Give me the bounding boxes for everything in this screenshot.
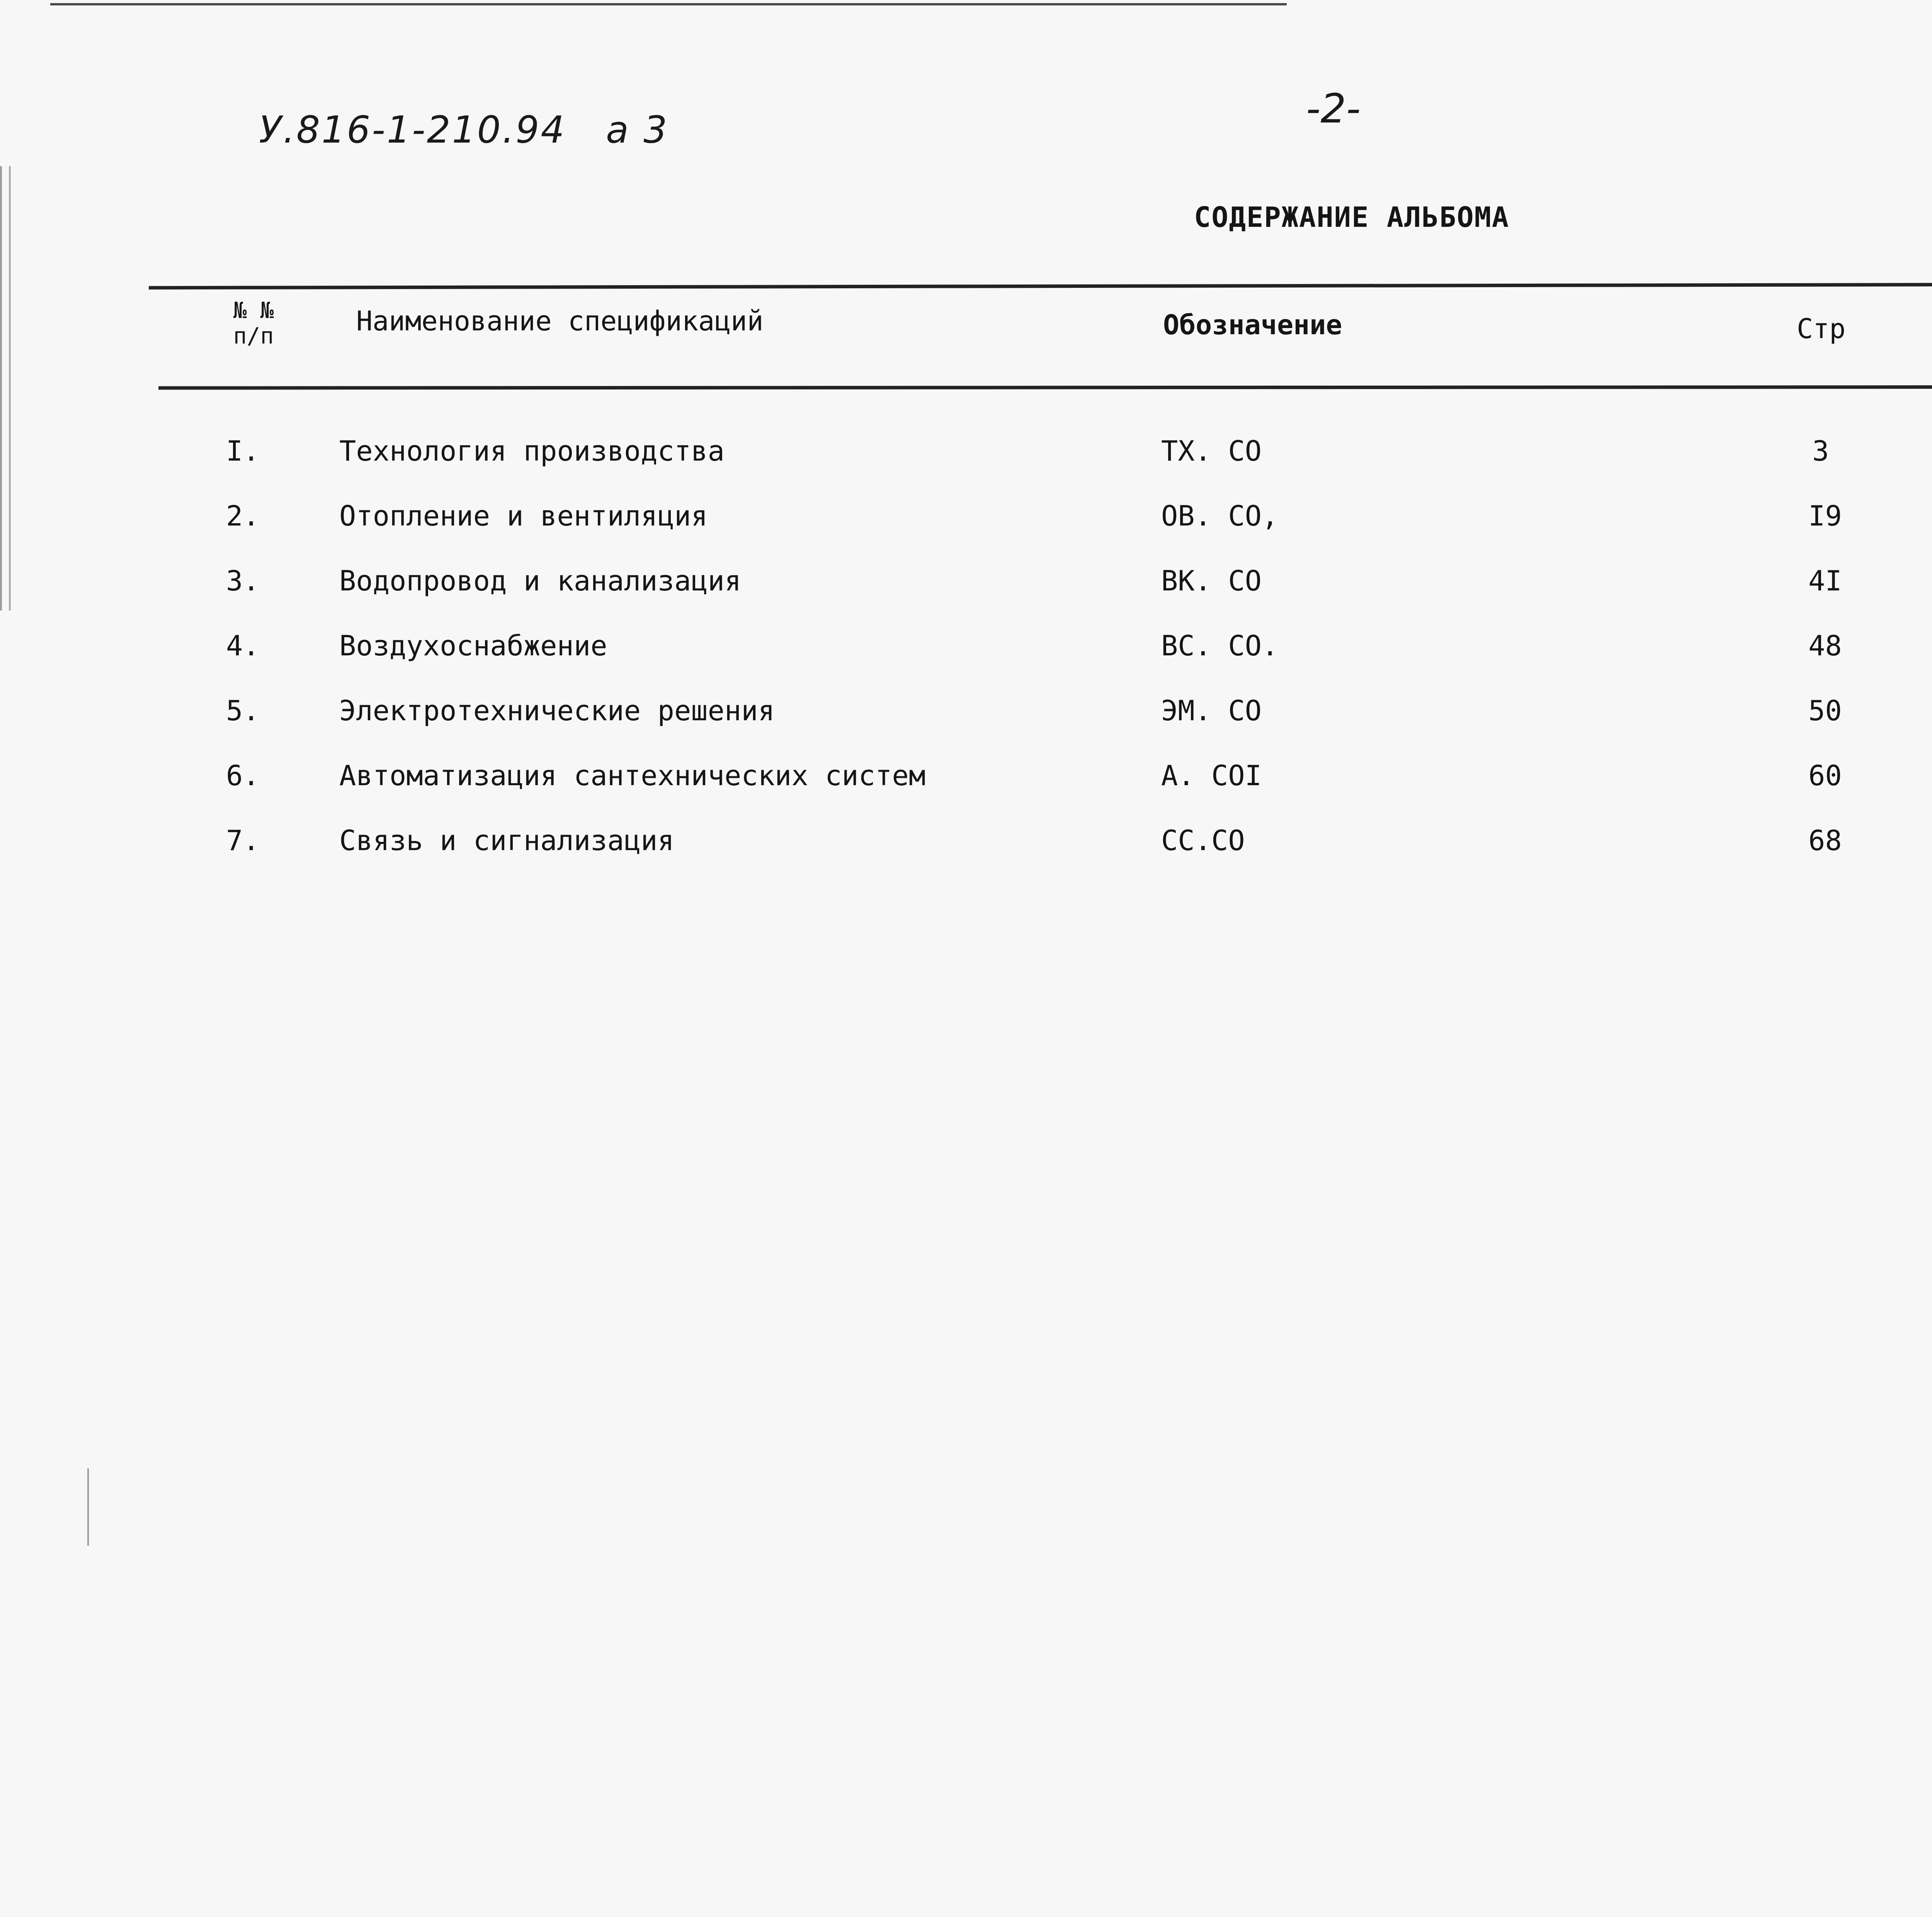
document-code-text: У.816-1-210.94 [259,108,566,151]
row-page: 50 [1808,694,1842,727]
row-code: А. СОI [1161,759,1262,792]
row-name: Связь и сигнализация [339,824,674,857]
table-row [0,759,1932,806]
row-code: ТХ. СО [1161,435,1262,467]
row-page: 48 [1808,629,1842,662]
scan-border-line [50,3,1287,5]
row-code: ЭМ. СО [1161,694,1262,727]
row-code: СС.СО [1161,824,1245,857]
table-row [0,435,1932,481]
table-row [0,565,1932,611]
row-code: ВК. СО [1161,565,1262,597]
album-number: а 3 [606,108,669,151]
table-row [0,629,1932,676]
column-header-code: Обозначение [1163,309,1342,341]
scan-mark [87,1468,89,1546]
table-row [0,500,1932,546]
row-number: 2. [226,500,260,532]
row-page: 68 [1808,824,1842,857]
row-page: 3 [1812,435,1829,467]
row-number: 4. [226,629,260,662]
row-name: Электротехнические решения [339,694,775,727]
row-page: 4I [1808,565,1842,597]
row-name: Водопровод и канализация [339,565,742,597]
row-number: 5. [226,694,260,727]
row-number: 3. [226,565,260,597]
row-name: Отопление и вентиляция [339,500,708,532]
table-top-rule [149,282,1932,289]
row-number: 6. [226,759,260,792]
row-number: 7. [226,824,260,857]
row-code: ВС. СО. [1161,629,1279,662]
document-code [259,108,668,151]
table-row [0,694,1932,741]
row-number: I. [226,435,260,467]
row-code: ОВ. СО, [1161,500,1279,532]
table-row [0,824,1932,871]
row-name: Воздухоснабжение [339,629,607,662]
column-header-name: Наименование спецификаций [356,305,764,337]
row-page: I9 [1808,500,1842,532]
row-page: 60 [1808,759,1842,792]
album-title: СОДЕРЖАНИЕ АЛЬБОМА [1194,201,1510,233]
column-header-page: Стр [1797,313,1846,345]
column-header-number: № № п/п [233,297,274,349]
page-number: -2- [1306,85,1361,132]
table-header-rule [158,385,1932,390]
row-name: Автоматизация сантехнических систем [339,759,926,792]
row-name: Технология производства [339,435,724,467]
